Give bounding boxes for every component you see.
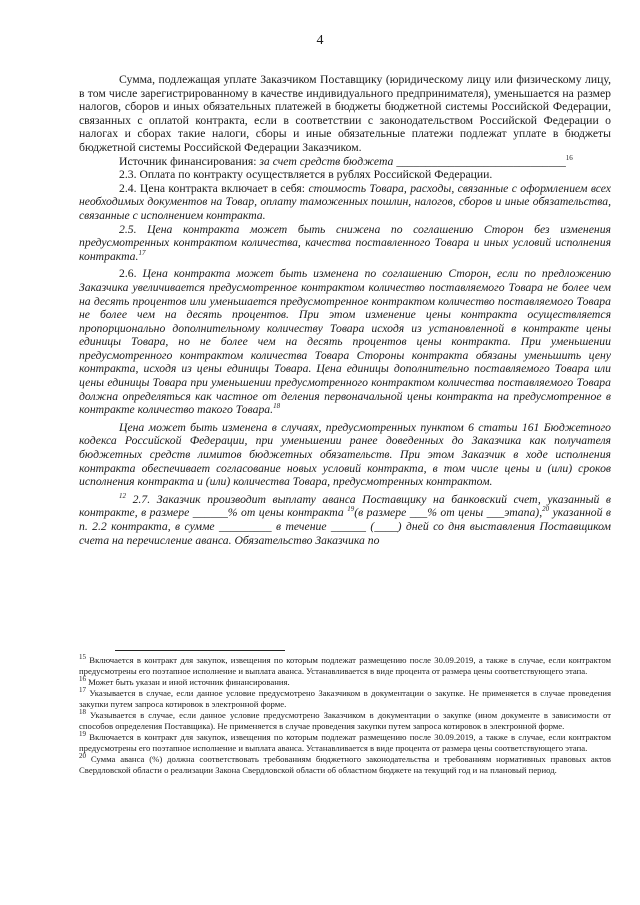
paragraph-2-7 (79, 493, 611, 547)
footnote (79, 732, 611, 753)
paragraph-2-6 (79, 267, 611, 417)
footnote-text: Включается в контракт для закупок, извещения по которым подлежат размещению после 30.09.2019, а также в случае, если контрактом предусмотрены его поэтапное исполнение и выплата аванса. Устанавливается в виде процента от размера цены соответствующего этапа. (79, 731, 611, 753)
clause-2-7-part-b: (в размере ___% от цены ___этапа), (354, 506, 543, 520)
footnote-number: 18 (79, 708, 86, 717)
footnote-number: 19 (79, 730, 86, 739)
footnotes (79, 655, 611, 776)
funding-blank: _____________________________ (393, 154, 566, 168)
clause-2-5-text: 2.5. Цена контракта может быть снижена по соглашению Сторон без изменения предусмотренных контрактом количества, качества поставленного Товара и иных условий исполнения контракта. (79, 222, 611, 263)
footnote-ref: 18 (273, 402, 281, 411)
footnote-ref: 20 (542, 505, 550, 514)
page-number: 4 (316, 33, 324, 48)
funding-label: Источник финансирования: (119, 154, 260, 168)
clause-2-4-label: 2.4. Цена контракта включает в себя: (119, 181, 309, 195)
clause-2-7-part-c: указанной в п. 2.2 контракта, в сумме _________ в течение ______ (____) дней со дня выставления Поставщиком счета на перечисление аванса. Обязательство Заказчика по (79, 506, 612, 547)
footnote (79, 751, 611, 775)
funding-value: за счет средств бюджета (259, 154, 394, 168)
footnote-text: Указывается в случае, если данное условие предусмотрено Заказчиком в документации о закупке. Не применяется в случае проведения закупки путем запроса котировок в электронной форме. (79, 688, 611, 709)
paragraph-tax-deduction: Сумма, подлежащая уплате Заказчиком Поставщику (юридическому лицу или физическому лицу, в том числе зарегистрированному в качестве индивидуального предпринимателя), уменьшается на размер налогов, сборов и иных обязательных платежей в бюджеты бюджетной системы Российской Федерации, связанных с оплатой контракта, если в соответствии с законодательством Российской Федерации о налогах и сборах такие налоги, сборы и иные обязательные платежи подлежат уплате в бюджеты бюджетной системы Российской Федерации Заказчиком. (79, 73, 611, 154)
footnote-number: 16 (79, 675, 86, 684)
footnote-number: 15 (79, 653, 86, 662)
footnote-ref: 17 (138, 248, 146, 257)
footnote-ref: 12 (119, 491, 126, 500)
footnote-ref: 19 (347, 505, 355, 514)
footnote (79, 655, 611, 676)
footnote-text: Указывается в случае, если данное условие предусмотрено Заказчиком в документации о закупке (ином документе в зависимости от способов определения Поставщика). Не применяется в случае проведения закупки путем запроса котировок в электронной форме. (79, 710, 611, 731)
paragraph-2-5 (79, 223, 611, 264)
footnote-number: 17 (79, 686, 86, 695)
footnote-text: Сумма аванса (%) должна соответствовать требованиям бюджетного законодательства и требованиям нормативных правовых актов Свердловской области о реализации Закона Свердловской области об областном бюджете на текущий год и на плановый период. (79, 753, 611, 775)
footnote-separator (115, 650, 285, 651)
paragraph-price-change: Цена может быть изменена в случаях, предусмотренных пунктом 6 статьи 161 Бюджетного кодекса Российской Федерации, при уменьшении ранее доведенных до Заказчика как получателя бюджетных средств лимитов бюджетных обязательств. При этом Заказчик в ходе исполнения контракта обеспечивает согласование новых условий контракта, в том числе цены и (или) сроков исполнения контракта и (или) количества Товара, предусмотренных контрактом. (79, 420, 611, 489)
footnote (79, 688, 611, 709)
footnote (79, 677, 611, 688)
footnote-text: Включается в контракт для закупок, извещения по которым подлежат размещению после 30.09.2019, а также в случае, если контрактом предусмотрены его поэтапное исполнение и выплата аванса. Устанавливается в виде процента от размера цены соответствующего этапа. (79, 655, 611, 676)
clause-2-6-label: 2.6. (119, 267, 143, 281)
footnote-number: 20 (79, 751, 86, 760)
clause-2-4-text: стоимость Товара, расходы, связанные с оформлением всех необходимых документов на Товар, оплату таможенных пошлин, налогов, сборов и иные обязательства, связанные с исполнением контракта. (79, 181, 611, 222)
footnote (79, 710, 611, 731)
document-body (79, 73, 611, 547)
footnote-text: Может быть указан и иной источник финансирования. (86, 676, 290, 687)
paragraph-funding-source (79, 155, 611, 169)
footnote-ref: 16 (565, 153, 573, 162)
clause-2-7-part-a: 2.7. Заказчик производит выплату аванса Поставщику на банковский счет, указанный в контракте, в размере ______% от цены контракта (79, 492, 611, 520)
clause-2-6-text: Цена контракта может быть изменена по соглашению Сторон, если по предложению Заказчика увеличивается предусмотренное контрактом количество поставляемого Товара не более чем на десять процентов или уменьшается предусмотренное контрактом количество поставляемого Товара не более чем на десять процентов. При этом изменение цены контракта осуществляется пропорционально дополнительному количеству Товара исходя из установленной в контракте цены единицы Товара, но не более чем на десять процентов цены контракта. При уменьшении предусмотренного контрактом количества Товара Стороны контракта обязаны уменьшить цену контракта, исходя из цены единицы Товара. Цена единицы дополнительно поставляемого Товара или цены единицы Товара при уменьшении предусмотренного контрактом количества поставляемого Товара должна определяться как частное от деления первоначальной цены контракта на предусмотренное в контракте количество такого Товара. (79, 267, 611, 417)
paragraph-2-4 (79, 182, 611, 223)
paragraph-2-3: 2.3. Оплата по контракту осуществляется в рублях Российской Федерации. (119, 168, 493, 182)
